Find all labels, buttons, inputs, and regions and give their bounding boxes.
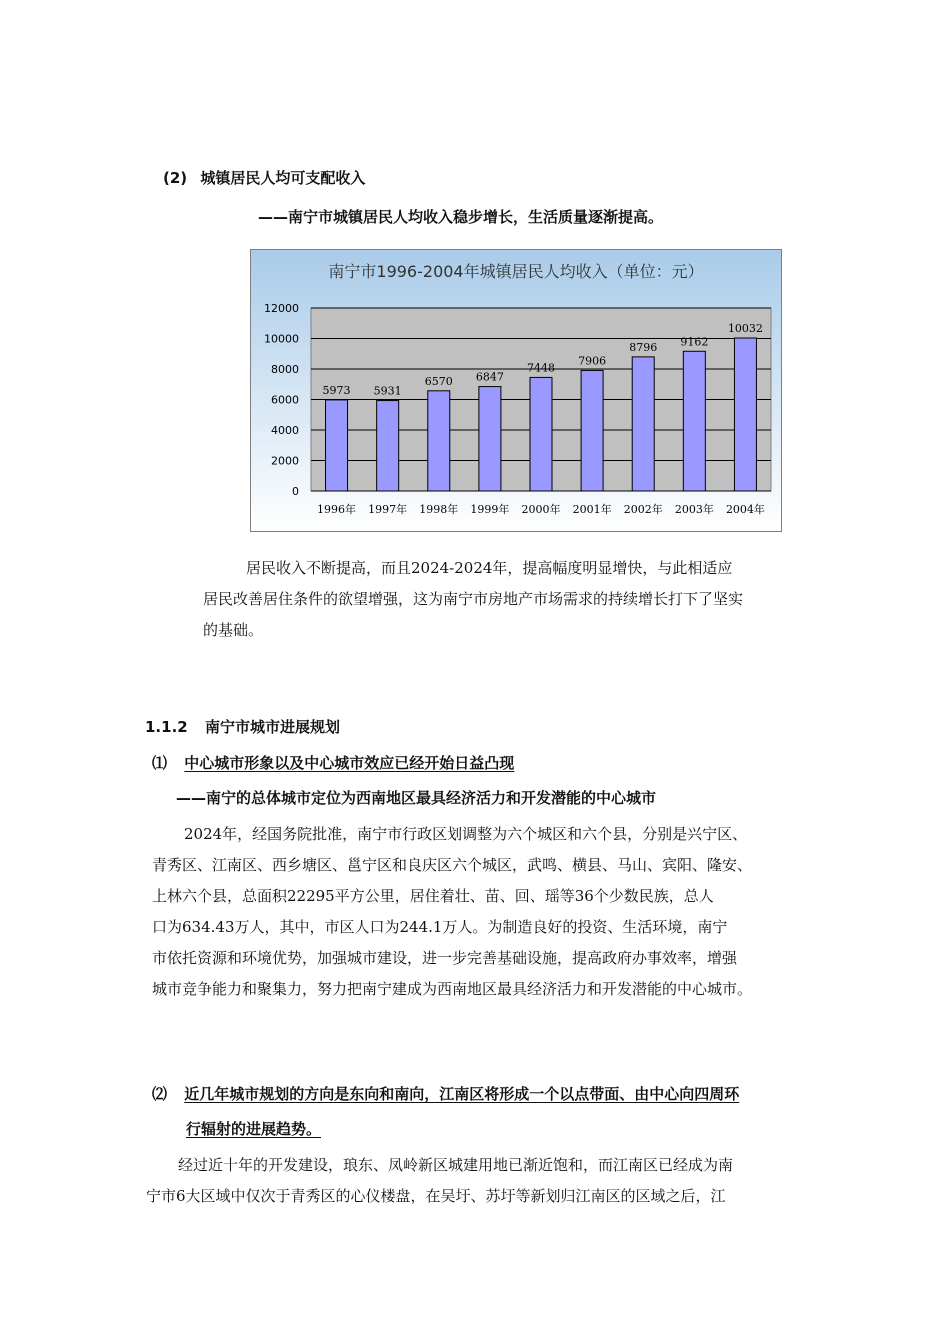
- para-income-line: 的基础。: [203, 621, 264, 639]
- item1-line: 青秀区、江南区、西乡塘区、邕宁区和良庆区六个城区，武鸣、横县、马山、宾阳、隆安、: [152, 856, 753, 874]
- y-tick-label: 12000: [264, 302, 299, 315]
- x-tick-label: 2004年: [725, 503, 765, 516]
- data-label: 5931: [373, 384, 402, 398]
- section-income-number: (2): [163, 169, 188, 187]
- item1-line: 口为634.43万人，其中，市区人口为244.1万人。为制造良好的投资、生活环境，南宁: [152, 918, 728, 936]
- data-label: 7448: [527, 361, 555, 375]
- item1-number: ⑴: [152, 754, 168, 772]
- section-112-title: 南宁市城市进展规划: [204, 718, 340, 736]
- item1-line: 2024年，经国务院批准，南宁市行政区划调整为六个城区和六个县，分别是兴宁区、: [184, 825, 748, 843]
- data-label: 10032: [727, 322, 763, 336]
- section-income-subtitle: ——南宁市城镇居民人均收入稳步增长，生活质量逐渐提高。: [258, 208, 664, 226]
- item1-line: 市依托资源和环境优势，加强城市建设，进一步完善基础设施，提高政府办事效率，增强: [152, 949, 738, 967]
- item2-number: ⑵: [152, 1085, 168, 1103]
- x-tick-label: 2003年: [674, 503, 714, 516]
- section-112-heading: [145, 716, 340, 737]
- section-income-heading: [163, 167, 365, 188]
- item2-title-line2: 行辐射的进展趋势。: [186, 1120, 322, 1138]
- x-tick-label: 2000年: [521, 503, 561, 516]
- x-tick-label: 2001年: [572, 503, 612, 516]
- y-tick-label: 0: [292, 485, 299, 498]
- item1-line: 上林六个县，总面积22295平方公里，居住着壮、苗、回、瑶等36个少数民族，总人: [152, 887, 714, 905]
- item1-heading: [152, 752, 514, 773]
- data-label: 5973: [322, 383, 351, 397]
- para-income-line: 居民收入不断提高，而且2024-2024年，提高幅度明显增快，与此相适应: [246, 559, 733, 577]
- bar: [632, 357, 654, 491]
- item2-line: 经过近十年的开发建设，琅东、凤岭新区城建用地已渐近饱和，而江南区已经成为南: [178, 1156, 734, 1174]
- income-chart: [250, 249, 782, 532]
- data-label: 9162: [680, 335, 709, 349]
- x-tick-label: 1998年: [419, 503, 459, 516]
- y-tick-label: 8000: [271, 363, 299, 376]
- y-tick-label: 4000: [271, 424, 299, 437]
- data-label: 6847: [475, 370, 504, 384]
- item1-title: 中心城市形象以及中心城市效应已经开始日益凸现: [184, 754, 515, 772]
- item1-subtitle: ——南宁的总体城市定位为西南地区最具经济活力和开发潜能的中心城市: [176, 789, 657, 807]
- chart-title: 南宁市1996-2004年城镇居民人均收入（单位：元）: [328, 262, 704, 281]
- bar: [479, 387, 501, 491]
- data-label: 7906: [578, 354, 607, 368]
- para-income: [203, 553, 743, 646]
- item1-paragraph: [152, 819, 832, 1005]
- chart-plot-area: [264, 302, 771, 516]
- item2-line: 宁市6大区域中仅次于青秀区的心仪楼盘，在吴圩、苏圩等新划归江南区的区域之后，江: [146, 1187, 726, 1205]
- income-chart-svg: [251, 250, 781, 531]
- para-income-line: 居民改善居住条件的欲望增强，这为南宁市房地产市场需求的持续增长打下了坚实: [203, 590, 744, 608]
- y-tick-label: 2000: [271, 454, 299, 468]
- item2-heading-cont: [186, 1118, 321, 1139]
- item2-title-line1: 近几年城市规划的方向是东向和南向，江南区将形成一个以点带面、由中心向四周环: [184, 1085, 740, 1103]
- data-label: 8796: [629, 340, 658, 354]
- item2-paragraph: [146, 1150, 836, 1212]
- section-112-number: 1.1.2: [145, 718, 188, 736]
- x-tick-label: 2002年: [623, 503, 663, 516]
- data-label: 6570: [424, 374, 453, 388]
- item1-line: 城市竞争能力和聚集力，努力把南宁建成为西南地区最具经济活力和开发潜能的中心城市。: [152, 980, 753, 998]
- x-tick-label: 1996年: [317, 503, 357, 516]
- item2-heading: [152, 1083, 739, 1104]
- bar: [530, 377, 552, 491]
- x-tick-label: 1999年: [470, 503, 510, 516]
- x-tick-label: 1997年: [368, 503, 408, 516]
- bar: [734, 338, 756, 491]
- bar: [428, 391, 450, 491]
- bar: [581, 370, 603, 491]
- y-tick-label: 6000: [271, 393, 299, 407]
- section-income-title: 城镇居民人均可支配收入: [200, 169, 366, 187]
- y-tick-label: 10000: [264, 332, 299, 346]
- bar: [683, 351, 705, 491]
- bar: [326, 400, 348, 491]
- bar: [377, 401, 399, 491]
